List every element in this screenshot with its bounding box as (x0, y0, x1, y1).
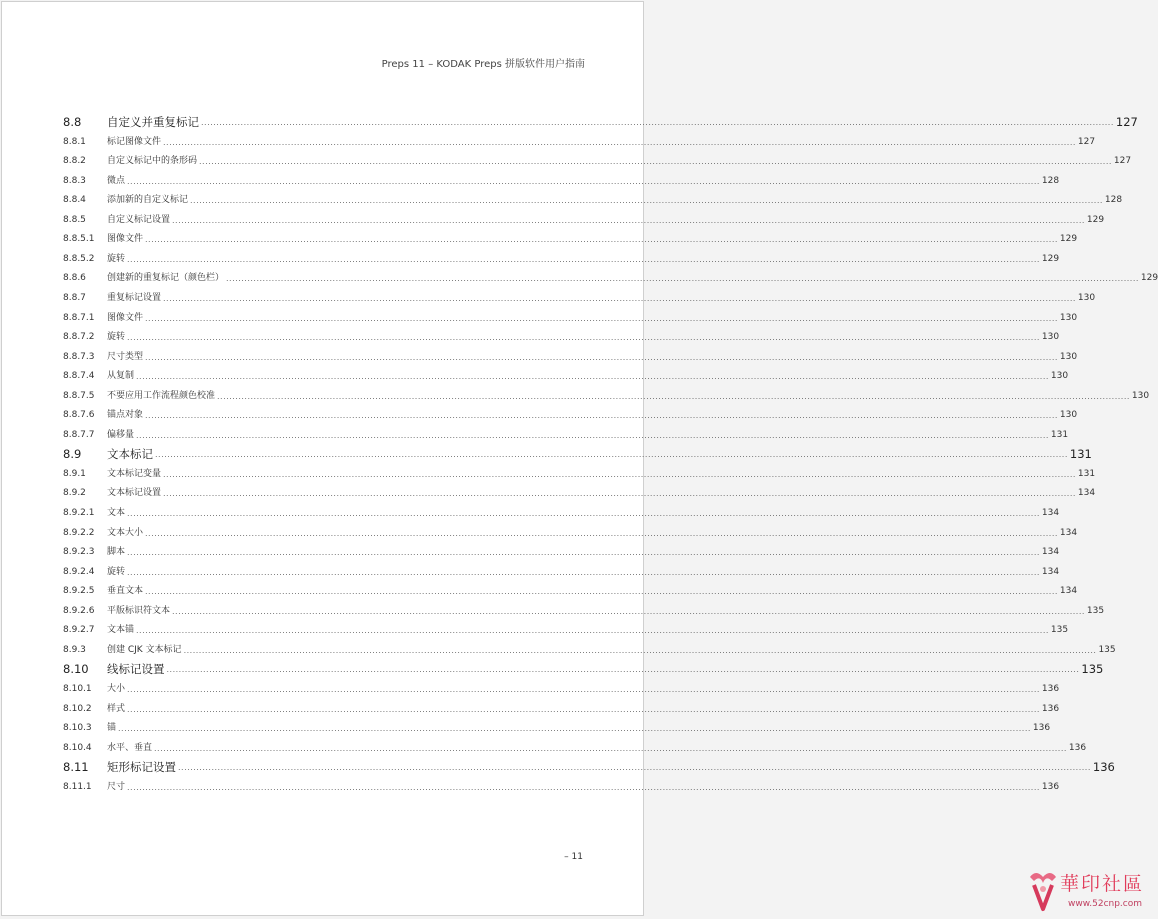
toc-entry-title: 文本 (107, 508, 126, 518)
toc-entry-number: 8.11.1 (63, 781, 92, 792)
toc-entry-title: 标记图像文件 (107, 136, 162, 147)
toc-entry-title: 重复标记设置 (107, 292, 162, 303)
toc-entry-page: 136 (1092, 760, 1115, 775)
toc-dot-leader: ............................................................................................................................................................................................................................................................................................................ (163, 489, 1076, 499)
toc-entry-page: 129 (1041, 253, 1060, 264)
toc-entry-title: 线标记设置 (107, 662, 165, 677)
toc-dot-leader: ............................................................................................................................................................................................................................................................................................................ (155, 450, 1068, 460)
toc-entry-title: 尺寸 (107, 781, 126, 792)
toc-entry[interactable] (63, 312, 1078, 325)
toc-entry-number: 8.8 (63, 115, 82, 129)
toc-entry-page: 128 (1104, 195, 1123, 206)
toc-entry-title: 旋转 (107, 566, 126, 577)
toc-entry-page: 131 (1077, 468, 1096, 479)
toc-entry-number: 8.10 (63, 662, 89, 677)
toc-entry-number: 8.8.3 (63, 175, 86, 186)
toc-dot-leader: ............................................................................................................................................................................................................................................................................................................ (145, 313, 1058, 323)
toc-entry[interactable] (63, 683, 1060, 696)
toc-entry-page: 130 (1131, 390, 1150, 401)
toc-entry-page: 135 (1081, 662, 1104, 677)
toc-entry-number: 8.9.2.7 (63, 625, 95, 636)
toc-entry-title: 样式 (107, 703, 126, 714)
toc-entry-number: 8.9.2.6 (63, 605, 95, 616)
toc-entry[interactable] (63, 370, 1069, 383)
toc-entry-page: 134 (1059, 527, 1078, 538)
toc-entry-title: 平版标识符文本 (107, 605, 171, 616)
toc-entry-page: 127 (1115, 115, 1138, 129)
toc-entry-number: 8.8.7.6 (63, 410, 95, 421)
toc-dot-leader: ............................................................................................................................................................................................................................................................................................................ (145, 352, 1058, 362)
toc-entry-number: 8.9.2.2 (63, 527, 95, 538)
toc-entry-title: 文本锚 (107, 625, 135, 636)
toc-entry-title: 文本大小 (107, 527, 144, 538)
toc-entry[interactable] (63, 605, 1105, 618)
toc-entry-page: 130 (1059, 312, 1078, 323)
toc-entry-page: 134 (1041, 508, 1060, 518)
toc-entry-number: 8.10.3 (63, 723, 92, 734)
toc-entry-title: 文本标记 (107, 447, 153, 462)
toc-entry-number: 8.8.7.2 (63, 332, 95, 343)
toc-dot-leader: ............................................................................................................................................................................................................................................................................................................ (163, 137, 1076, 147)
toc-entry-title: 图像文件 (107, 234, 144, 245)
toc-entry-page: 127 (1077, 136, 1096, 147)
toc-entry[interactable] (63, 253, 1060, 266)
toc-entry-title: 自定义并重复标记 (107, 115, 199, 129)
toc-entry-number: 8.8.6 (63, 273, 86, 284)
toc-entry-title: 文本标记变量 (107, 468, 162, 479)
toc-entry-page: 130 (1041, 332, 1060, 343)
toc-entry-number: 8.8.7.1 (63, 312, 95, 323)
toc-entry[interactable] (63, 644, 1116, 657)
toc-entry-number: 8.9.2.3 (63, 547, 95, 558)
toc-dot-leader: ............................................................................................................................................................................................................................................................................................................ (217, 391, 1130, 401)
toc-entry[interactable] (63, 214, 1105, 227)
toc-entry-page: 136 (1032, 723, 1051, 734)
toc-entry-page: 130 (1059, 351, 1078, 362)
toc-entry[interactable] (63, 661, 1104, 677)
toc-entry[interactable] (63, 566, 1060, 579)
toc-entry[interactable] (63, 703, 1060, 716)
toc-entry-number: 8.8.1 (63, 136, 86, 147)
toc-entry-page: 129 (1059, 234, 1078, 245)
toc-dot-leader: ............................................................................................................................................................................................................................................................................................................ (127, 333, 1040, 343)
toc-entry-page: 134 (1059, 586, 1078, 597)
toc-entry-title: 水平、垂直 (107, 742, 153, 753)
toc-entry-title: 偏移量 (107, 429, 135, 440)
toc-entry-title: 不要应用工作流程颜色校准 (107, 390, 216, 401)
toc-dot-leader: ............................................................................................................................................................................................................................................................................................................ (190, 196, 1103, 206)
toc-entry[interactable] (63, 331, 1060, 344)
toc-entry-page: 135 (1086, 605, 1105, 616)
toc-entry-title: 矩形标记设置 (107, 760, 176, 775)
toc-entry-page: 136 (1041, 781, 1060, 792)
watermark (1024, 865, 1154, 917)
toc-dot-leader: ............................................................................................................................................................................................................................................................................................................ (127, 176, 1040, 186)
toc-entry-number: 8.8.7.4 (63, 371, 95, 382)
toc-dot-leader: ............................................................................................................................................................................................................................................................................................................ (166, 665, 1080, 675)
toc-entry-page: 136 (1041, 683, 1060, 694)
toc-entry-page: 130 (1077, 292, 1096, 303)
toc-dot-leader: ............................................................................................................................................................................................................................................................................................................ (163, 469, 1076, 479)
toc-entry[interactable] (63, 468, 1096, 481)
toc-entry-number: 8.8.7 (63, 292, 86, 303)
toc-entry-number: 8.8.5.2 (63, 253, 95, 264)
toc-entry-number: 8.9.2 (63, 488, 86, 499)
toc-dot-leader: ............................................................................................................................................................................................................................................................................................................ (226, 274, 1139, 284)
toc-entry[interactable] (63, 781, 1060, 794)
toc-entry[interactable] (63, 446, 1092, 462)
toc-entry[interactable] (63, 624, 1069, 637)
watermark-logo-icon (1026, 867, 1060, 913)
toc-entry-page: 135 (1050, 625, 1069, 636)
toc-entry-title: 锚点对象 (107, 410, 144, 421)
toc-entry-number: 8.10.2 (63, 703, 92, 714)
toc-dot-leader: ............................................................................................................................................................................................................................................................................................................ (127, 254, 1040, 264)
toc-entry-number: 8.9.3 (63, 644, 86, 655)
toc-entry-page: 130 (1050, 371, 1069, 382)
toc-entry[interactable] (63, 272, 1158, 285)
toc-entry-number: 8.8.7.5 (63, 390, 95, 401)
toc-entry-page: 129 (1140, 273, 1158, 284)
toc-entry-page: 134 (1041, 547, 1060, 558)
toc-entry[interactable] (63, 136, 1096, 149)
toc-entry-title: 图像文件 (107, 312, 144, 323)
running-header: Preps 11 – KODAK Preps 拼版软件用户指南 (381, 59, 585, 70)
toc-entry[interactable] (63, 507, 1060, 520)
toc-dot-leader: ............................................................................................................................................................................................................................................................................................................ (127, 548, 1040, 558)
toc-entry-title: 微点 (107, 175, 126, 186)
toc-entry[interactable] (63, 409, 1078, 422)
toc-entry[interactable] (63, 722, 1051, 735)
toc-entry-page: 131 (1050, 429, 1069, 440)
toc-entry-number: 8.10.4 (63, 742, 92, 753)
toc-dot-leader: ............................................................................................................................................................................................................................................................................................................ (183, 645, 1097, 655)
toc-entry-page: 136 (1068, 742, 1087, 753)
toc-entry-number: 8.10.1 (63, 683, 92, 694)
toc-entry-page: 127 (1113, 156, 1132, 167)
toc-entry[interactable] (63, 175, 1060, 188)
toc-dot-leader: ............................................................................................................................................................................................................................................................................................................ (199, 157, 1112, 167)
toc-entry-page: 136 (1041, 703, 1060, 714)
toc-entry-number: 8.11 (63, 760, 89, 775)
toc-entry-title: 添加新的自定义标记 (107, 195, 189, 206)
toc-dot-leader: ............................................................................................................................................................................................................................................................................................................ (127, 509, 1040, 518)
toc-entry-title: 脚本 (107, 547, 126, 558)
watermark-brand: 華印社區 (1060, 873, 1145, 895)
toc-entry-title: 大小 (107, 683, 126, 694)
toc-entry[interactable] (63, 487, 1096, 500)
toc-entry-title: 创建新的重复标记（颜色栏） (107, 273, 225, 284)
toc-dot-leader: ............................................................................................................................................................................................................................................................................................................ (163, 293, 1076, 303)
toc-entry-number: 8.9.2.1 (63, 508, 95, 518)
toc-dot-leader: ............................................................................................................................................................................................................................................................................................................ (154, 743, 1067, 753)
toc-entry-number: 8.8.5.1 (63, 234, 95, 245)
toc-entry-title: 创建 CJK 文本标记 (107, 644, 182, 655)
toc-entry-page: 128 (1041, 175, 1060, 186)
toc-entry[interactable] (63, 155, 1132, 168)
toc-entry[interactable] (63, 585, 1078, 598)
toc-entry[interactable] (63, 194, 1123, 207)
toc-dot-leader: ............................................................................................................................................................................................................................................................................................................ (136, 430, 1049, 440)
toc-entry-title: 从复制 (107, 371, 135, 382)
toc-dot-leader: ............................................................................................................................................................................................................................................................................................................ (145, 528, 1058, 538)
toc-entry-number: 8.9.1 (63, 468, 86, 479)
toc-entry[interactable] (63, 390, 1150, 403)
toc-entry-page: 129 (1086, 214, 1105, 225)
toc-dot-leader: ............................................................................................................................................................................................................................................................................................................ (127, 684, 1040, 694)
toc-dot-leader: ............................................................................................................................................................................................................................................................................................................ (145, 411, 1058, 421)
toc-entry-page: 135 (1098, 644, 1116, 655)
toc-entry-title: 垂直文本 (107, 586, 144, 597)
toc-entry-number: 8.8.7.3 (63, 351, 95, 362)
toc-entry-number: 8.8.5 (63, 214, 86, 225)
toc-dot-leader: ............................................................................................................................................................................................................................................................................................................ (118, 724, 1031, 734)
toc-entry-title: 文本标记设置 (107, 488, 162, 499)
toc-entry[interactable] (63, 546, 1060, 559)
toc-dot-leader: ............................................................................................................................................................................................................................................................................................................ (172, 606, 1085, 616)
toc-entry[interactable] (63, 292, 1096, 305)
toc-entry-number: 8.8.7.7 (63, 429, 95, 440)
toc-dot-leader: ............................................................................................................................................................................................................................................................................................................ (136, 372, 1049, 382)
toc-entry-number: 8.9.2.4 (63, 566, 95, 577)
toc-entry-title: 旋转 (107, 332, 126, 343)
toc-dot-leader: ............................................................................................................................................................................................................................................................................................................ (127, 782, 1040, 792)
toc-dot-leader: ............................................................................................................................................................................................................................................................................................................ (136, 626, 1049, 636)
toc-entry[interactable] (63, 429, 1069, 442)
toc-entry-page: 130 (1059, 410, 1078, 421)
toc-entry-page: 131 (1069, 447, 1092, 462)
toc-dot-leader: ............................................................................................................................................................................................................................................................................................................ (201, 118, 1114, 127)
page-number-footer: – 11 (564, 852, 583, 862)
toc-dot-leader: ............................................................................................................................................................................................................................................................................................................ (178, 763, 1091, 773)
toc-entry[interactable] (63, 742, 1087, 755)
toc-entry[interactable] (63, 351, 1078, 364)
toc-dot-leader: ............................................................................................................................................................................................................................................................................................................ (127, 567, 1040, 577)
toc-entry-page: 134 (1077, 488, 1096, 499)
toc-dot-leader: ............................................................................................................................................................................................................................................................................................................ (127, 704, 1040, 714)
toc-dot-leader: ............................................................................................................................................................................................................................................................................................................ (145, 235, 1058, 245)
toc-entry-title: 自定义标记中的条形码 (107, 156, 198, 167)
toc-entry-number: 8.9 (63, 447, 82, 462)
toc-entry-number: 8.8.4 (63, 195, 86, 206)
toc-entry-title: 尺寸类型 (107, 351, 144, 362)
toc-entry[interactable] (63, 527, 1078, 540)
toc-entry[interactable] (63, 759, 1115, 775)
toc-entry-title: 锚 (107, 723, 117, 734)
watermark-url: www.52cnp.com (1068, 899, 1143, 909)
toc-entry[interactable] (63, 114, 1138, 130)
toc-entry-number: 8.9.2.5 (63, 586, 95, 597)
toc-entry-title: 自定义标记设置 (107, 214, 171, 225)
toc-entry[interactable] (63, 233, 1078, 246)
toc-dot-leader: ............................................................................................................................................................................................................................................................................................................ (172, 215, 1085, 225)
toc-entry-title: 旋转 (107, 253, 126, 264)
toc-entry-page: 134 (1041, 566, 1060, 577)
toc-entry-number: 8.8.2 (63, 156, 86, 167)
toc-dot-leader: ............................................................................................................................................................................................................................................................................................................ (145, 587, 1058, 597)
